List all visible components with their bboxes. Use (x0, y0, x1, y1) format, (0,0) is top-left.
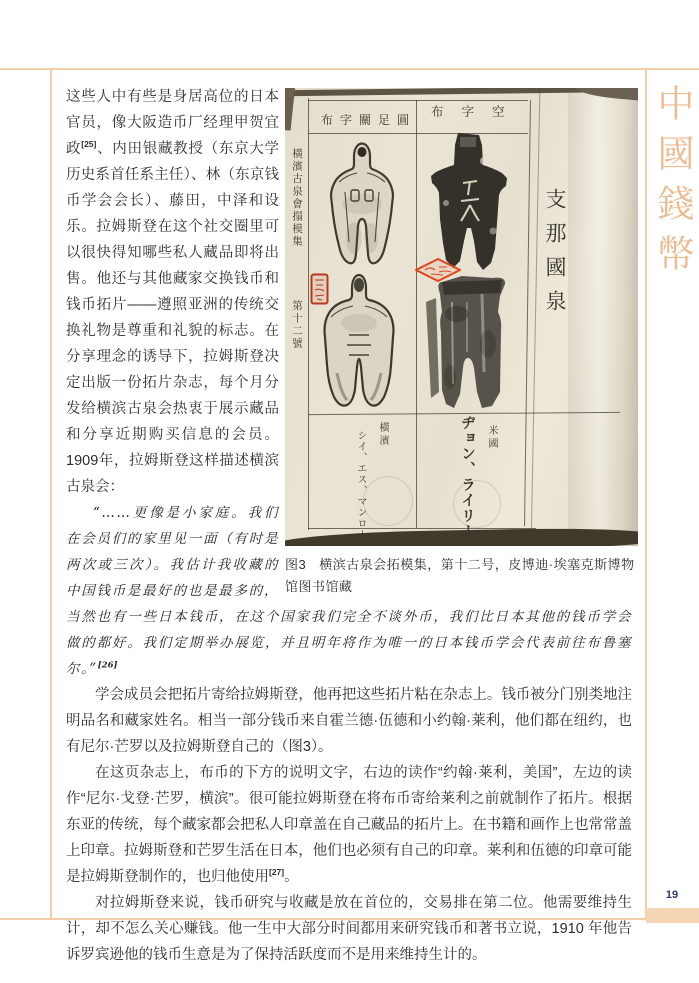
paragraph-1-text: 这些人中有些是身居高位的日本官员，像大阪造币厂经理甲贺宜政 (66, 89, 279, 157)
paragraph-4-text: 在这页杂志上，布币的下方的说明文字，右边的读作“约翰·莱利，美国”，左边的读作“尼尔·戈登·芒罗，横滨”。很可能拉姆斯登在将布币寄给莱利之前就制作了拓片。根据东亚的传统，每个藏家都会把私人印章盖在自己藏品的拓片上。在书籍和画作上也常常盖上印章。拉姆斯登和芒罗生活在日本，他们也必须有自己的印章。莱利和伍德的印章可能是拉姆斯登制作的，也归他使用 (66, 765, 632, 885)
quote-text: “……更像是小家庭。我们在会员们的家里见一面（有时是两次或三次）。我估计我收藏的中国钱币是最好的也是最多的，当然也有一些日本钱币，在这个国家我们完全不谈外币，我们比日本其他的钱币学会做的都好。我们定期举办展览，并且明年将作为唯一的日本钱币学会代表前往布鲁塞尔。” (66, 505, 632, 677)
side-title: 支那國泉 (543, 188, 566, 324)
figure-photo (285, 88, 638, 546)
coin-rubbing-round-foot-spade-1 (325, 142, 399, 270)
column-header-left: 布字關足圓 (321, 113, 417, 127)
faint-stamp-circle (453, 480, 501, 528)
cell-right-collector-name: ヂョン、ライリー (459, 415, 475, 539)
spine-issue-number: 第十二號 (291, 300, 303, 350)
paragraph-4-text: 。 (284, 869, 299, 885)
frame-corner-block (646, 908, 699, 923)
table-rule (524, 100, 531, 526)
figure-caption-label: 图3 (285, 557, 307, 572)
paragraph-3 (66, 682, 632, 760)
margin-title: 中國錢幣 (651, 84, 694, 284)
article-body (66, 84, 635, 968)
table-rule (308, 98, 309, 530)
figure-caption-text: 横滨古泉会拓模集，第十二号，皮博迪·埃塞克斯博物馆图书馆藏 (285, 557, 635, 594)
figure-3 (285, 88, 638, 598)
coin-rubbing-large-spade (422, 272, 514, 412)
paragraph-1-text: 、内田银藏教授（东京大学历史系首任系主任）、林（东京钱币学会会长）、藤田，中泽和设乐。拉姆斯登在这个社交圈里可以很快得知哪些私人藏品即将出售。他还与其他藏家交换钱币和钱币拓片——遵照亚洲的传统交换礼物是尊重和礼貌的标志。在分享理念的诱导下，拉姆斯登决定出版一份拓片杂志，每个月分发给横滨古泉会热衷于展示藏品和分享近期购买信息的会员。1909年，拉姆斯登这样描述横滨古泉会： (66, 141, 280, 495)
paragraph-3-text: 学会成员会把拓片寄给拉姆斯登，他再把这些拓片粘在杂志上。钱币被分门别类地注明品名和藏家姓名。相当一部分钱币来自霍兰德·伍德和小约翰·莱利，他们都在纽约，也有尼尔·芒罗以及拉姆斯登自己的（图3）。 (66, 687, 632, 755)
coin-rubbing-round-foot-spade-2 (319, 273, 399, 411)
spine-title: 橫濱古泉會搨模集 (291, 148, 303, 248)
frame-top-line (0, 68, 699, 70)
footnote-ref-25: [25] (81, 139, 97, 150)
frame-right-line (645, 68, 647, 920)
table-rule (416, 100, 417, 528)
cell-right-place: 米國 (486, 425, 497, 451)
column-header-right: 布字空 (431, 105, 523, 119)
footnote-ref-26: [26] (97, 660, 118, 671)
cell-left-collector-name: シイ、エス、マンロー (355, 430, 366, 540)
paragraph-5-text: 对拉姆斯登来说，钱币研究与收藏是放在首位的，交易排在第二位。他需要维持生计，却不怎么关心赚钱。他一生中大部分时间都用来研究钱币和著书立说，1910 年他告诉罗宾逊他的钱币生意是为了保持活跃度而不是用来维持生计的。 (66, 895, 632, 963)
red-seal-diamond-stamp (415, 258, 461, 282)
paragraph-5 (66, 890, 632, 968)
frame-left-line (50, 68, 52, 920)
red-seal-square-stamp (310, 273, 329, 305)
footnote-ref-27: [27] (269, 867, 285, 878)
figure-caption (285, 554, 638, 598)
photo-page-shading (568, 88, 638, 546)
cell-left-place: 橫濱 (377, 422, 388, 448)
faint-stamp-circle (363, 476, 413, 526)
paragraph-4 (66, 760, 632, 890)
coin-rubbing-hollow-handle-spade (427, 131, 511, 273)
photo-topleft-edge (285, 88, 295, 131)
table-rule (308, 528, 536, 529)
page-number: 19 (665, 889, 679, 901)
page-fold-line (531, 88, 541, 546)
